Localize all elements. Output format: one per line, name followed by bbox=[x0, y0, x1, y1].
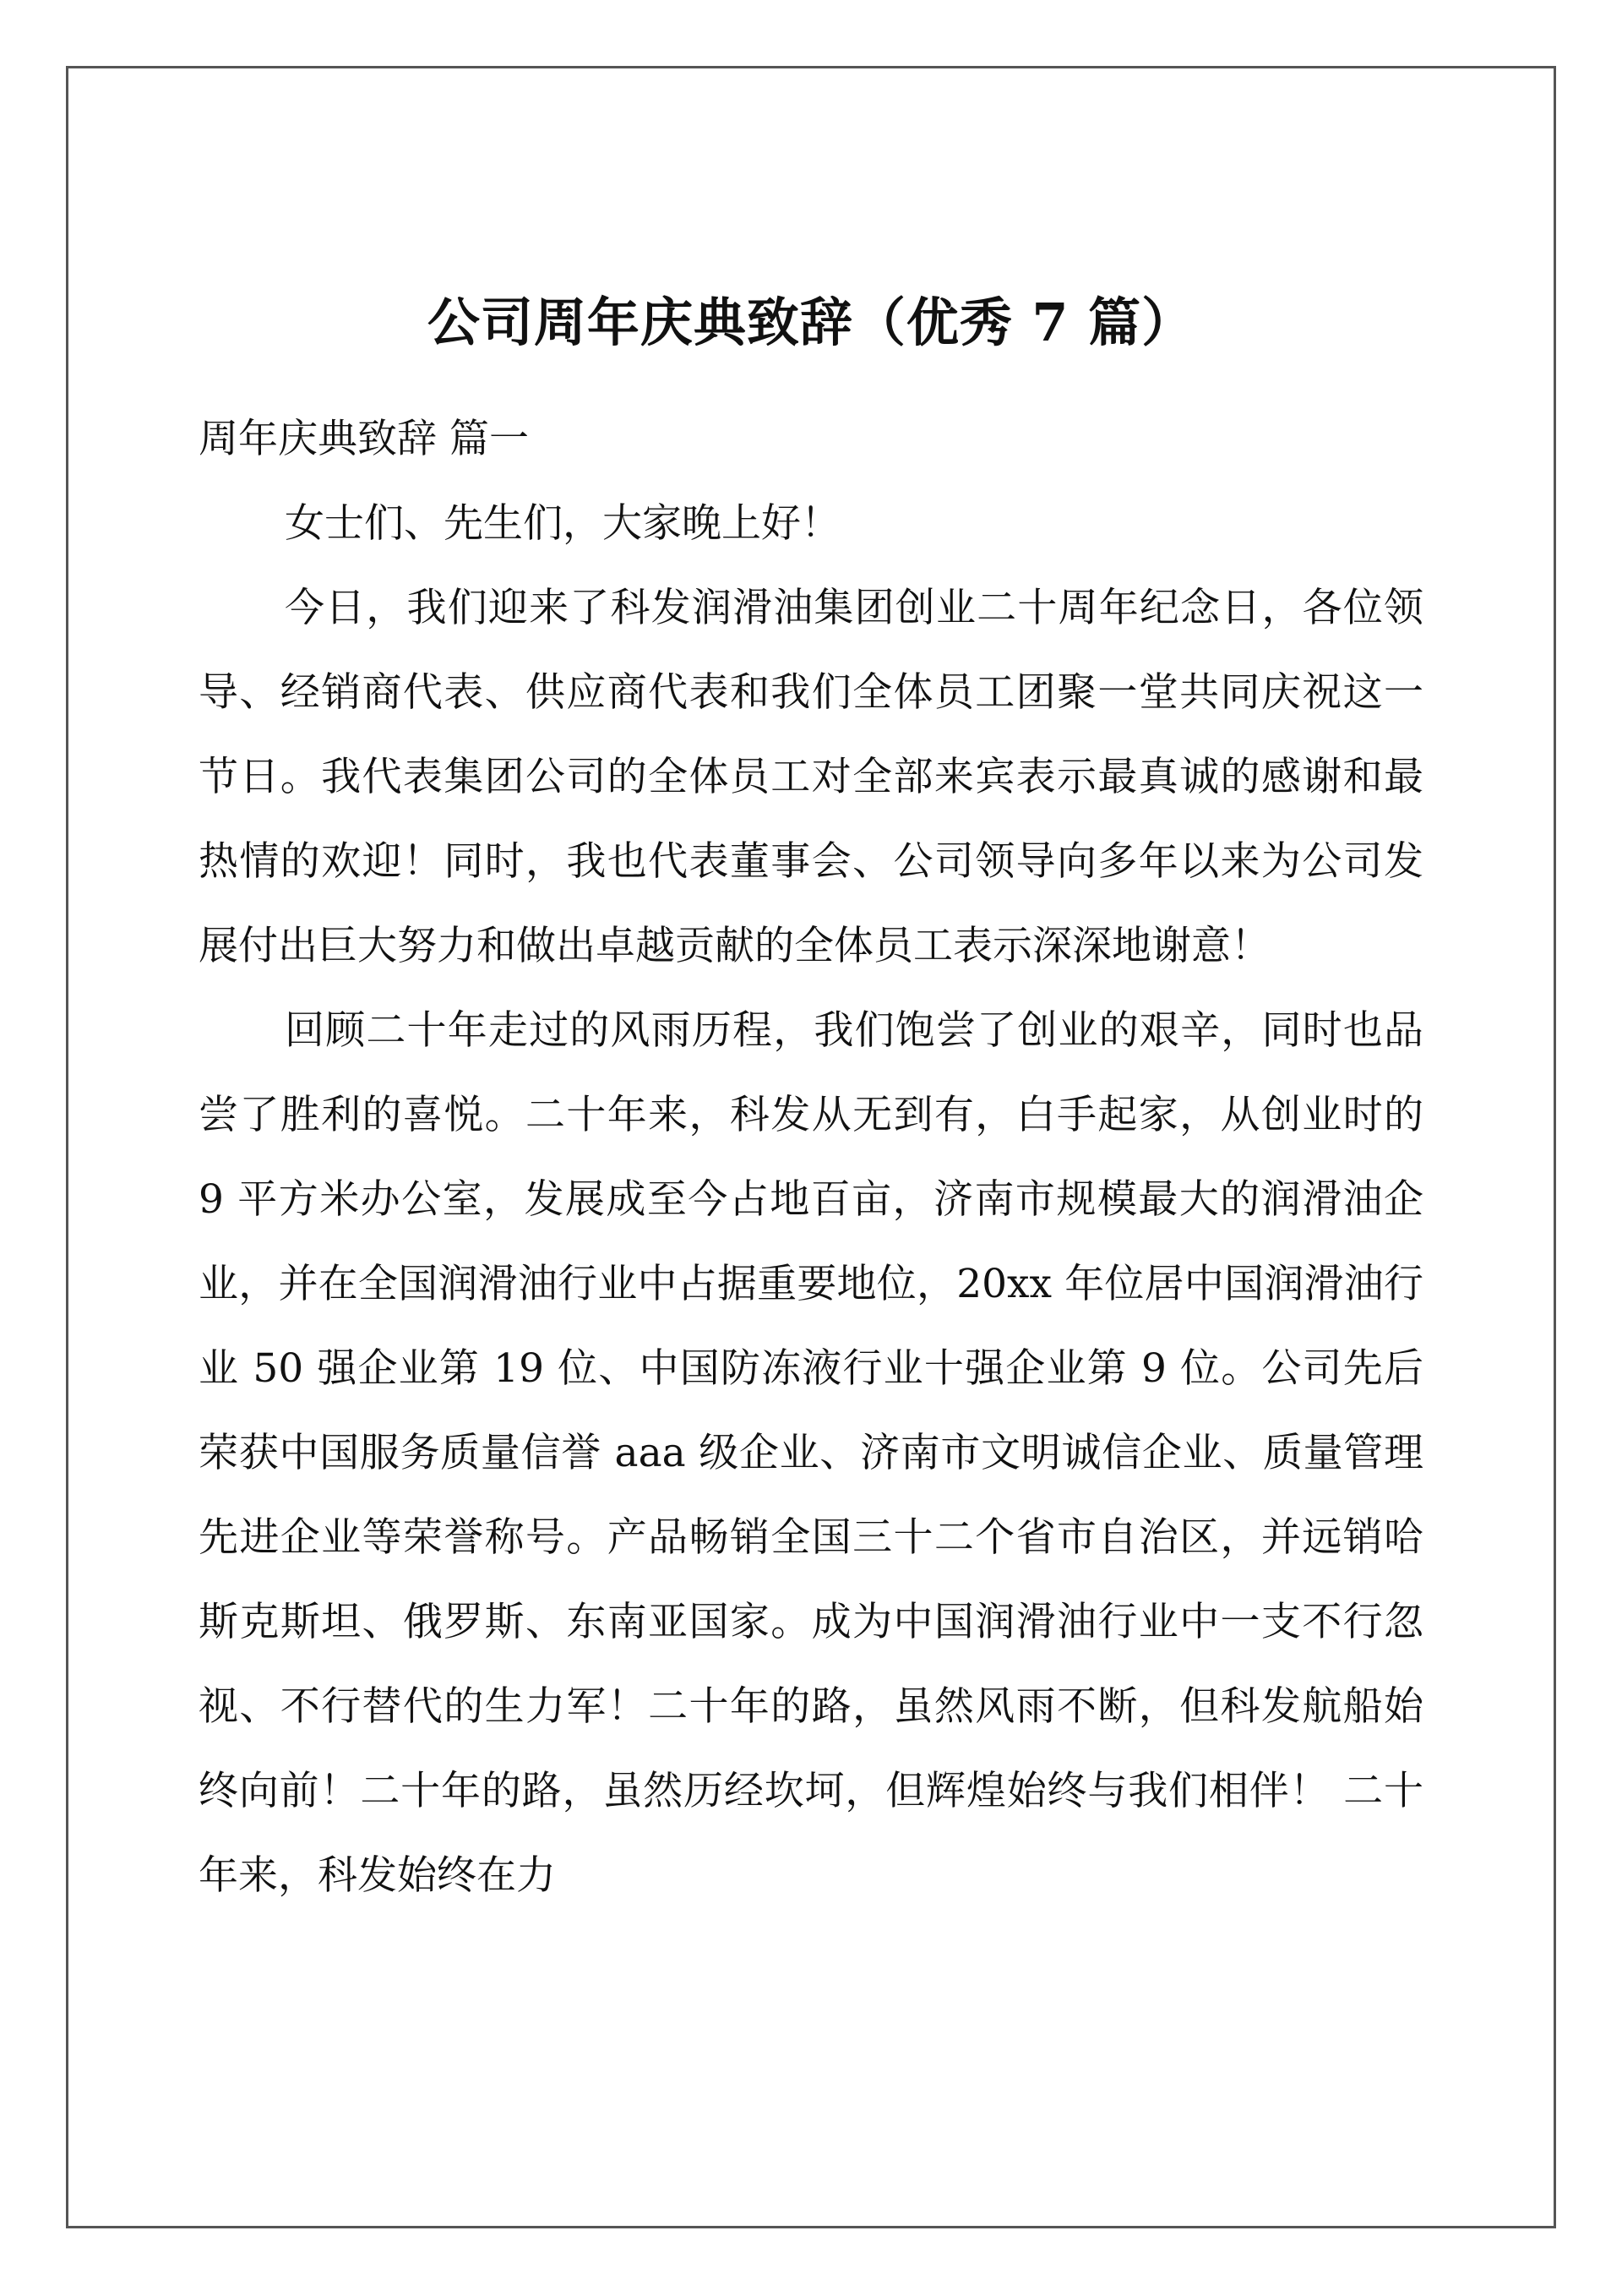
body-paragraph-2: 回顾二十年走过的风雨历程，我们饱尝了创业的艰辛，同时也品尝了胜利的喜悦。二十年来，科发从无到有，白手起家，从创业时的 9 平方米办公室，发展成至今占地百亩，济南市规模最大的润滑油企业，并在全国润滑油行业中占据重要地位，20xx 年位居中国润滑油行业 50 强企业第 19 位、中国防冻液行业十强企业第 9 位。公司先后荣获中国服务质量信誉 aaa 级企业、济南市文明诚信企业、质量管理先进企业等荣誉称号。产品畅销全国三十二个省市自治区，并远销哈斯克斯坦、俄罗斯、东南亚国家。成为中国润滑油行业中一支不行忽视、不行替代的生力军！二十年的路，虽然风雨不断，但科发航船始终向前！二十年的路，虽然历经坎坷，但辉煌始终与我们相伴！ 二十年来，科发始终在力 bbox=[199, 1007, 1423, 1899]
document-body bbox=[199, 397, 1423, 1918]
body-paragraph-1: 今日，我们迎来了科发润滑油集团创业二十周年纪念日，各位领导、经销商代表、供应商代表和我们全体员工团聚一堂共同庆祝这一节日。我代表集团公司的全体员工对全部来宾表示最真诚的感谢和最热情的欢迎！同时，我也代表董事会、公司领导向多年以来为公司发展付出巨大努力和做出卓越贡献的全体员工表示深深地谢意！ bbox=[199, 585, 1423, 969]
greeting-paragraph: 女士们、先生们，大家晚上好！ bbox=[285, 500, 841, 547]
section-heading: 周年庆典致辞 篇一 bbox=[199, 416, 529, 462]
document-title: 公司周年庆典致辞（优秀 7 篇） bbox=[427, 291, 1195, 353]
